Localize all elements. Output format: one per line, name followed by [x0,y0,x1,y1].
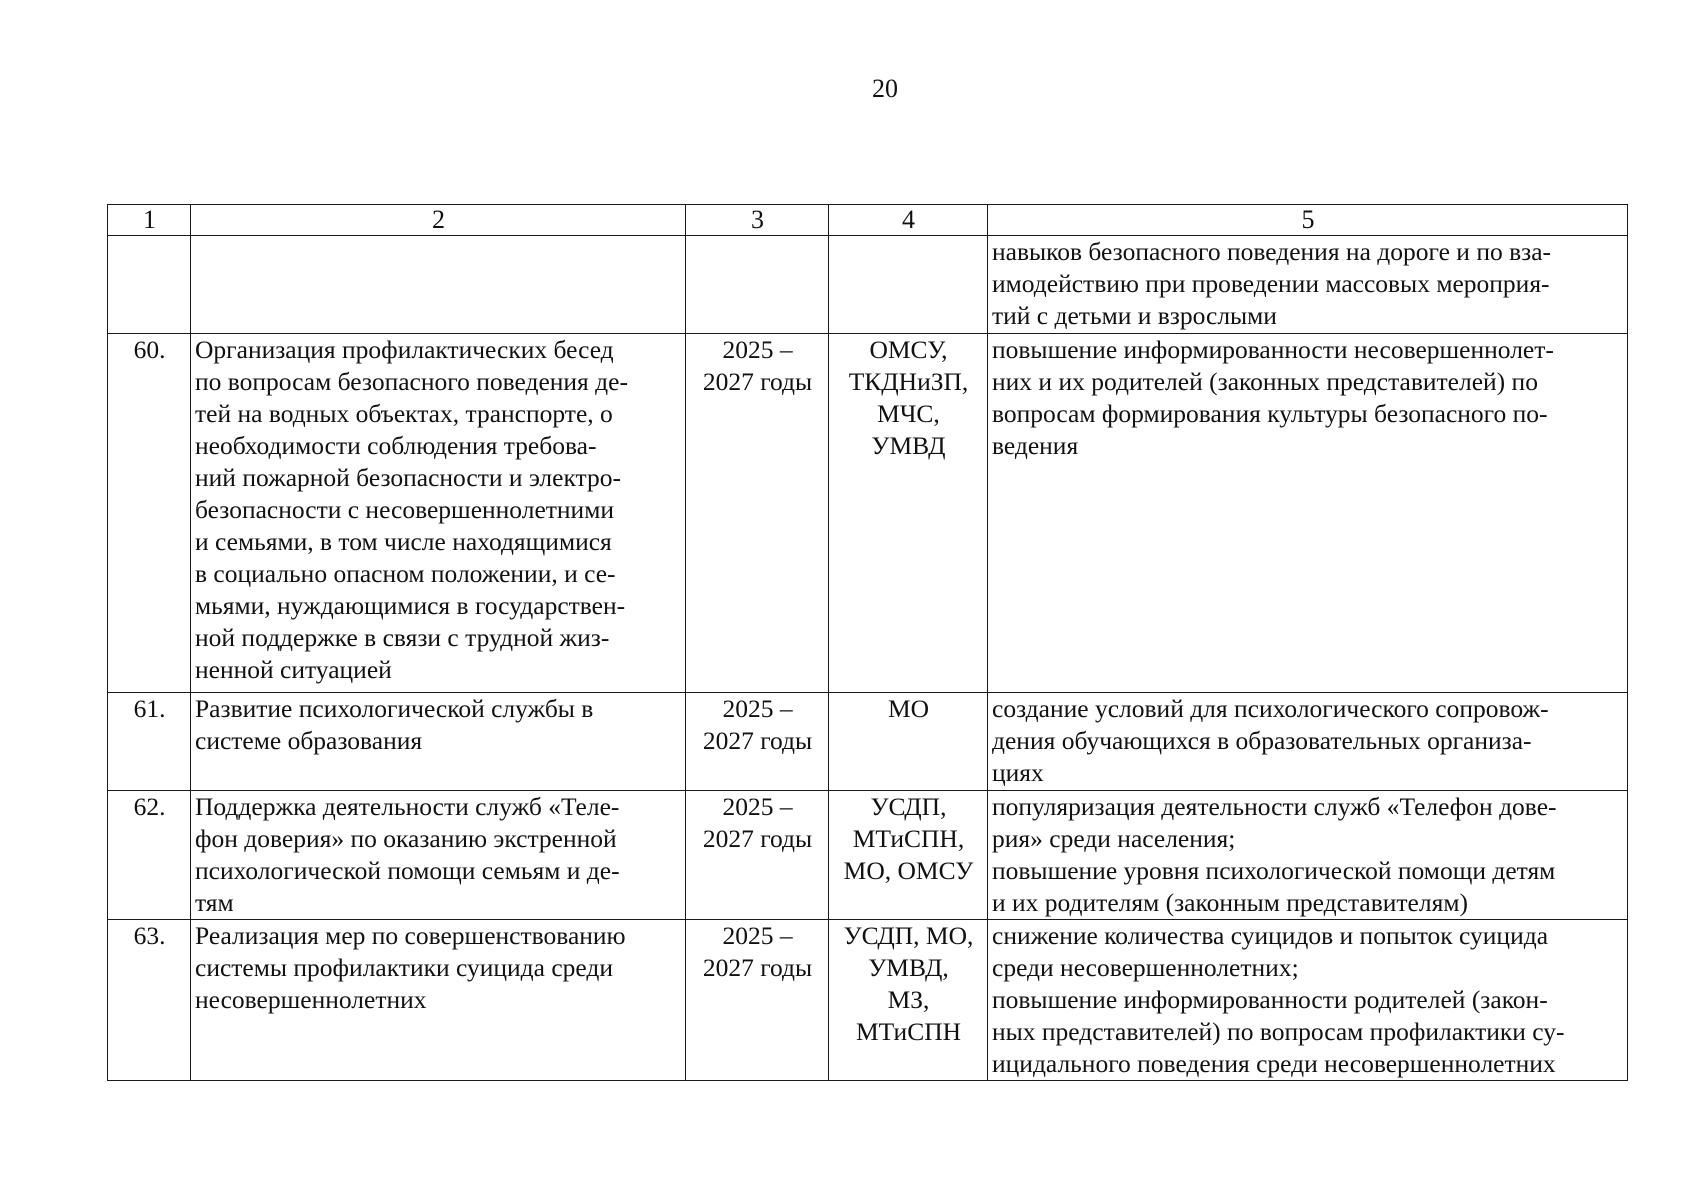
responsible-cell-line: МТиСПН [855,1017,962,1046]
result-cell-line: циях [992,758,1044,787]
result-cell-line: и их родителям (законным представителям) [992,888,1468,917]
period-cell [686,791,829,920]
activity-cell-line: системе образования [195,726,423,755]
period-cell-line: 2027 годы [702,726,813,755]
period-cell-line: 2025 – [722,335,793,364]
number-cell: 62. [108,791,191,920]
responsible-cell-line: МО [887,694,930,723]
activity-cell-line: безопасности с несовершеннолетними [195,495,614,524]
activity-cell-line: психологической помощи семьям и де- [195,856,620,885]
activity-cell [191,236,686,334]
activity-cell-line: ненной ситуацией [195,655,392,684]
table-row [108,334,1628,693]
responsible-cell-line: УМВД [871,431,946,460]
result-cell-line: ных представителей) по вопросам профилактики су- [992,1017,1565,1046]
result-cell-line: ицидального поведения среди несовершеннолетних [992,1049,1556,1078]
activity-cell-line: Реализация мер по совершенствованию [195,921,626,950]
period-cell [686,693,829,791]
column-header-1: 1 [108,205,191,236]
activity-cell-line: необходимости соблюдения требова- [195,431,597,460]
table-row [108,920,1628,1081]
responsible-cell [829,334,988,693]
activity-cell-line: Развитие психологической службы в [195,694,594,723]
activity-cell-line: ной поддержке в связи с трудной жиз- [195,623,610,652]
result-cell-line: вопросам формирования культуры безопасного по- [992,399,1548,428]
responsible-cell [829,236,988,334]
activity-cell-line: Поддержка деятельности служб «Теле- [195,792,620,821]
activity-cell-line: по вопросам безопасного поведения де- [195,367,628,396]
table-row-continuation [108,236,1628,334]
period-cell-line: 2027 годы [702,953,813,982]
result-cell-line: создание условий для психологического сопровож- [992,694,1549,723]
result-cell [988,334,1628,693]
result-cell [988,920,1628,1081]
responsible-cell-line: МО, ОМСУ [843,856,974,885]
responsible-cell [829,693,988,791]
result-cell-line: повышение информированности родителей (закон- [992,985,1548,1014]
table-body [108,205,1628,1081]
column-header-5: 5 [988,205,1628,236]
result-cell [988,236,1628,334]
number-cell: 63. [108,920,191,1081]
period-cell-line: 2025 – [722,694,793,723]
responsible-cell-line: УМВД, [868,953,949,982]
page-number: 20 [872,74,898,103]
activity-cell [191,791,686,920]
activity-cell-line: системы профилактики суицида среди [195,953,614,982]
responsible-cell-line: МЧС, [877,399,940,428]
responsible-cell-line: ТКДНиЗП, [848,367,969,396]
number-cell [108,236,191,334]
responsible-cell [829,791,988,920]
activity-cell-line: Организация профилактических бесед [195,335,614,364]
result-cell-line: ведения [992,431,1079,460]
result-cell-line: снижение количества суицидов и попыток суицида [992,921,1549,950]
activity-cell [191,693,686,791]
period-cell-line: 2027 годы [702,824,813,853]
period-cell-line: 2025 – [722,921,793,950]
responsible-cell-line: ОМСУ, [869,335,948,364]
activity-cell-line: тей на водных объектах, транспорте, о [195,399,613,428]
result-cell-line: них и их родителей (законных представителей) по [992,367,1538,396]
responsible-cell [829,920,988,1081]
result-cell-line: среди несовершеннолетних; [992,953,1299,982]
responsible-cell-line: МЗ, [887,985,930,1014]
table-row [108,791,1628,920]
period-cell [686,334,829,693]
result-cell [988,791,1628,920]
activity-cell [191,334,686,693]
activity-cell-line: ний пожарной безопасности и электро- [195,463,621,492]
activity-cell-line: мьями, нуждающимися в государствен- [195,591,626,620]
result-cell-line: тий с детьми и взрослыми [992,301,1277,330]
number-cell: 60. [108,334,191,693]
column-header-2: 2 [191,205,686,236]
result-cell-line: повышение уровня психологической помощи детям [992,856,1556,885]
responsible-cell-line: УСДП, [870,792,947,821]
result-cell-line: дения обучающихся в образовательных организа- [992,726,1532,755]
responsible-cell-line: МТиСПН, [852,824,965,853]
activity-cell-line: фон доверия» по оказанию экстренной [195,824,617,853]
header-row [108,205,1628,236]
column-header-3: 3 [686,205,829,236]
activity-cell-line: несовершеннолетних [195,985,427,1014]
result-cell-line: популяризация деятельности служб «Телефон дове- [992,792,1557,821]
activity-cell [191,920,686,1081]
result-cell-line: навыков безопасного поведения на дороге и по вза- [992,237,1552,266]
period-cell-line: 2025 – [722,792,793,821]
activity-cell-line: и семьями, в том числе находящимися [195,527,612,556]
activity-cell-line: в социально опасном положении, и се- [195,559,616,588]
result-cell [988,693,1628,791]
column-header-4: 4 [829,205,988,236]
measures-table [107,204,1628,1081]
period-cell-line: 2027 годы [702,367,813,396]
number-cell: 61. [108,693,191,791]
table-row [108,693,1628,791]
result-cell-line: имодействию при проведении массовых мероприя- [992,269,1550,298]
period-cell [686,236,829,334]
activity-cell-line: тям [195,888,234,917]
result-cell-line: рия» среди населения; [992,824,1236,853]
responsible-cell-line: УСДП, МО, [843,921,974,950]
period-cell [686,920,829,1081]
result-cell-line: повышение информированности несовершеннолет- [992,335,1554,364]
